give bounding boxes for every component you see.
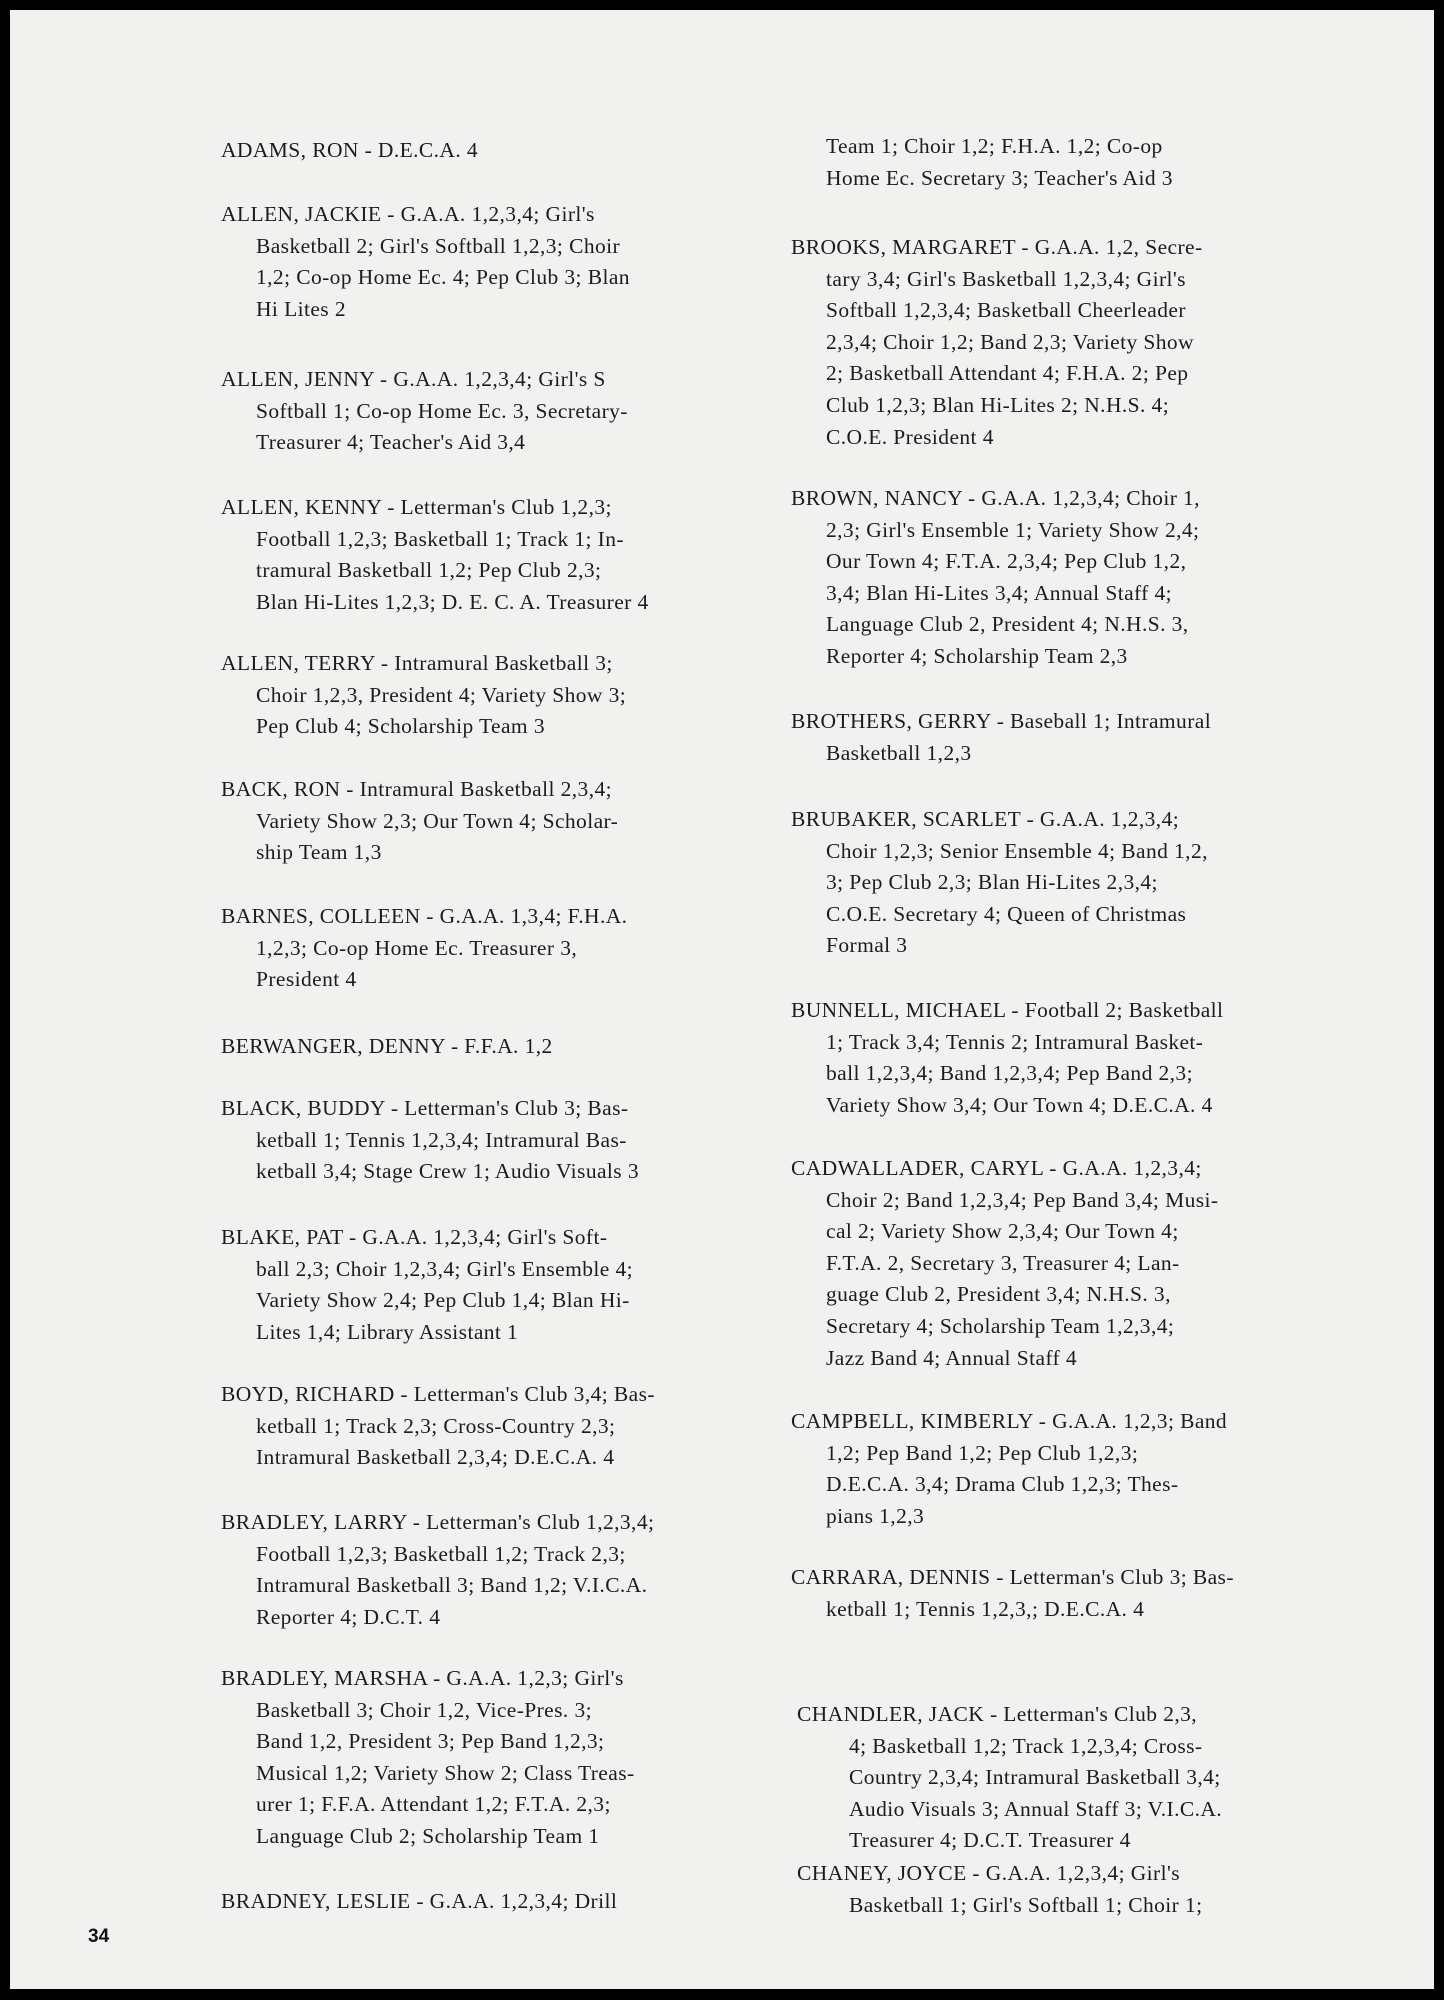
- entry-continuation-line: Pep Club 4; Scholarship Team 3: [256, 714, 545, 739]
- entry-continuation-line: 1; Track 3,4; Tennis 2; Intramural Basket-: [826, 1029, 1204, 1054]
- entry-first-line: ALLEN, KENNY - Letterman's Club 1,2,3;: [221, 495, 612, 519]
- entry-first-line: BARNES, COLLEEN - G.A.A. 1,3,4; F.H.A.: [221, 904, 628, 928]
- student-entry: [221, 1222, 633, 1348]
- entry-first-line: BROWN, NANCY - G.A.A. 1,2,3,4; Choir 1,: [791, 486, 1200, 510]
- entry-continuation-line: Choir 1,2,3, President 4; Variety Show 3;: [256, 682, 627, 707]
- student-entry: [791, 483, 1200, 673]
- page-number: 34: [88, 1926, 110, 1947]
- entry-continuation-line: urer 1; F.F.A. Attendant 1,2; F.T.A. 2,3;: [256, 1792, 611, 1817]
- entry-first-line: CADWALLADER, CARYL - G.A.A. 1,2,3,4;: [791, 1156, 1202, 1180]
- entry-continuation-line: Language Club 2, President 4; N.H.S. 3,: [826, 612, 1189, 637]
- entry-continuation-line: 3,4; Blan Hi-Lites 3,4; Annual Staff 4;: [826, 580, 1173, 605]
- entry-continuation-line: Choir 2; Band 1,2,3,4; Pep Band 3,4; Musi-: [826, 1187, 1219, 1212]
- entry-continuation-line: Secretary 4; Scholarship Team 1,2,3,4;: [826, 1313, 1175, 1338]
- entry-continuation-line: 1,2; Pep Band 1,2; Pep Club 1,2,3;: [826, 1440, 1139, 1465]
- student-entry: [791, 1153, 1218, 1374]
- entry-continuation-line: C.O.E. Secretary 4; Queen of Christmas: [826, 901, 1187, 926]
- entry-continuation-line: D.E.C.A. 3,4; Drama Club 1,2,3; Thes-: [826, 1472, 1179, 1497]
- entry-continuation-line: Intramural Basketball 3; Band 1,2; V.I.C.A.: [256, 1573, 648, 1598]
- student-entry: [791, 804, 1208, 962]
- entry-continuation-line: Intramural Basketball 2,3,4; D.E.C.A. 4: [256, 1445, 615, 1470]
- entry-continuation-line: ball 2,3; Choir 1,2,3,4; Girl's Ensemble 4;: [256, 1256, 633, 1281]
- entry-continuation-line: Football 1,2,3; Basketball 1,2; Track 2,3;: [256, 1541, 626, 1566]
- entry-first-line: BRADLEY, MARSHA - G.A.A. 1,2,3; Girl's: [221, 1666, 624, 1690]
- entry-continuation-line: 3; Pep Club 2,3; Blan Hi-Lites 2,3,4;: [826, 870, 1158, 895]
- entry-first-line: BROOKS, MARGARET - G.A.A. 1,2, Secre-: [791, 235, 1203, 259]
- entry-continuation-line: 2; Basketball Attendant 4; F.H.A. 2; Pep: [826, 361, 1189, 386]
- entry-continuation-line: Audio Visuals 3; Annual Staff 3; V.I.C.A.: [849, 1796, 1223, 1821]
- entry-first-line: ALLEN, JENNY - G.A.A. 1,2,3,4; Girl's S: [221, 367, 606, 391]
- student-entry: [221, 1093, 639, 1188]
- student-entry: [221, 1507, 654, 1633]
- entry-continuation-line: Treasurer 4; Teacher's Aid 3,4: [256, 430, 526, 455]
- entry-continuation-line: F.T.A. 2, Secretary 3, Treasurer 4; Lan-: [826, 1250, 1180, 1275]
- entry-continuation-line: Blan Hi-Lites 1,2,3; D. E. C. A. Treasurer 4: [256, 589, 649, 614]
- entry-first-line: BRADNEY, LESLIE - G.A.A. 1,2,3,4; Drill: [221, 1889, 618, 1913]
- student-entry: [791, 131, 1173, 194]
- entry-continuation-line: ketball 3,4; Stage Crew 1; Audio Visuals 3: [256, 1159, 639, 1184]
- entry-continuation-line: cal 2; Variety Show 2,3,4; Our Town 4;: [826, 1219, 1179, 1244]
- entry-first-line: BOYD, RICHARD - Letterman's Club 3,4; Bas-: [221, 1382, 655, 1406]
- entry-continuation-line: ball 1,2,3,4; Band 1,2,3,4; Pep Band 2,3;: [826, 1061, 1193, 1086]
- student-entry: [791, 995, 1223, 1121]
- entry-first-line: CAMPBELL, KIMBERLY - G.A.A. 1,2,3; Band: [791, 1409, 1228, 1433]
- student-entry: [221, 1379, 655, 1474]
- entry-continuation-line: Treasurer 4; D.C.T. Treasurer 4: [849, 1828, 1131, 1853]
- entry-first-line: CHANDLER, JACK - Letterman's Club 2,3,: [797, 1702, 1198, 1726]
- entry-continuation-line: 4; Basketball 1,2; Track 1,2,3,4; Cross-: [849, 1733, 1203, 1758]
- student-entry: [221, 648, 626, 743]
- entry-continuation-line: Variety Show 2,4; Pep Club 1,4; Blan Hi-: [256, 1288, 630, 1313]
- student-entry: [791, 232, 1203, 453]
- entry-first-line: CARRARA, DENNIS - Letterman's Club 3; Bas-: [791, 1565, 1234, 1589]
- entry-first-line: BRADLEY, LARRY - Letterman's Club 1,2,3,4;: [221, 1510, 655, 1534]
- entry-continuation-line: Choir 1,2,3; Senior Ensemble 4; Band 1,2,: [826, 838, 1208, 863]
- student-entry: [791, 1406, 1227, 1532]
- entry-continuation-line: Hi Lites 2: [256, 296, 346, 321]
- student-entry: [797, 1858, 1203, 1921]
- entry-continuation-line: Basketball 1,2,3: [826, 740, 972, 765]
- student-entry: [221, 1031, 553, 1063]
- student-entry: [221, 1886, 617, 1918]
- entry-continuation-line: Formal 3: [826, 933, 908, 958]
- entry-continuation-line: tary 3,4; Girl's Basketball 1,2,3,4; Girl's: [826, 266, 1186, 291]
- entry-continuation-line: Language Club 2; Scholarship Team 1: [256, 1823, 600, 1848]
- entry-first-line: BUNNELL, MICHAEL - Football 2; Basketball: [791, 998, 1224, 1022]
- entry-first-line: BLAKE, PAT - G.A.A. 1,2,3,4; Girl's Soft-: [221, 1225, 608, 1249]
- entry-first-line: ALLEN, JACKIE - G.A.A. 1,2,3,4; Girl's: [221, 202, 595, 226]
- entry-continuation-line: Band 1,2, President 3; Pep Band 1,2,3;: [256, 1729, 605, 1754]
- student-entry: [221, 1663, 635, 1853]
- student-entry: [221, 901, 627, 996]
- entry-continuation-line: Our Town 4; F.T.A. 2,3,4; Pep Club 1,2,: [826, 549, 1187, 574]
- entry-continuation-line: 2,3,4; Choir 1,2; Band 2,3; Variety Show: [826, 329, 1194, 354]
- student-entry: [221, 492, 649, 618]
- entry-continuation-line: ketball 1; Tennis 1,2,3,4; Intramural Bas-: [256, 1127, 627, 1152]
- entry-first-line: ALLEN, TERRY - Intramural Basketball 3;: [221, 651, 613, 675]
- entry-continuation-line: pians 1,2,3: [826, 1503, 925, 1528]
- entry-continuation-line: C.O.E. President 4: [826, 424, 994, 449]
- entry-continuation-line: Country 2,3,4; Intramural Basketball 3,4;: [849, 1765, 1221, 1790]
- entry-first-line: BRUBAKER, SCARLET - G.A.A. 1,2,3,4;: [791, 807, 1180, 831]
- entry-first-line: BACK, RON - Intramural Basketball 2,3,4;: [221, 777, 613, 801]
- entry-continuation-line: Musical 1,2; Variety Show 2; Class Treas-: [256, 1760, 635, 1785]
- entry-continuation-line: Club 1,2,3; Blan Hi-Lites 2; N.H.S. 4;: [826, 392, 1170, 417]
- student-entry: [221, 774, 618, 869]
- entry-continuation-line: ketball 1; Track 2,3; Cross-Country 2,3;: [256, 1413, 616, 1438]
- entry-continuation-line: Variety Show 3,4; Our Town 4; D.E.C.A. 4: [826, 1092, 1213, 1117]
- entry-continuation-line: 2,3; Girl's Ensemble 1; Variety Show 2,4;: [826, 517, 1200, 542]
- entry-continuation-line: Softball 1; Co-op Home Ec. 3, Secretary-: [256, 398, 628, 423]
- yearbook-page: [10, 10, 1434, 1989]
- entry-continuation-line: guage Club 2, President 3,4; N.H.S. 3,: [826, 1282, 1171, 1307]
- entry-continuation-line: Jazz Band 4; Annual Staff 4: [826, 1345, 1078, 1370]
- entry-first-line: Team 1; Choir 1,2; F.H.A. 1,2; Co-op: [826, 134, 1163, 158]
- student-entry: [797, 1699, 1222, 1857]
- entry-continuation-line: Reporter 4; D.C.T. 4: [256, 1604, 441, 1629]
- student-entry: [221, 199, 630, 325]
- student-entry: [791, 706, 1211, 769]
- entry-first-line: BERWANGER, DENNY - F.F.A. 1,2: [221, 1034, 553, 1058]
- entry-continuation-line: Reporter 4; Scholarship Team 2,3: [826, 643, 1128, 668]
- student-entry: [221, 364, 628, 459]
- entry-continuation-line: Basketball 1; Girl's Softball 1; Choir 1;: [849, 1892, 1203, 1917]
- student-entry: [791, 1562, 1234, 1625]
- entry-continuation-line: Basketball 2; Girl's Softball 1,2,3; Choir: [256, 233, 621, 258]
- entry-continuation-line: ship Team 1,3: [256, 840, 382, 865]
- entry-continuation-line: Football 1,2,3; Basketball 1; Track 1; In-: [256, 526, 624, 551]
- entry-continuation-line: Home Ec. Secretary 3; Teacher's Aid 3: [826, 165, 1173, 190]
- entry-continuation-line: ketball 1; Tennis 1,2,3,; D.E.C.A. 4: [826, 1596, 1145, 1621]
- entry-continuation-line: Softball 1,2,3,4; Basketball Cheerleader: [826, 298, 1186, 323]
- entry-first-line: BROTHERS, GERRY - Baseball 1; Intramural: [791, 709, 1212, 733]
- student-entry: [221, 135, 478, 167]
- entry-first-line: ADAMS, RON - D.E.C.A. 4: [221, 138, 479, 162]
- entry-continuation-line: President 4: [256, 967, 357, 992]
- entry-continuation-line: Lites 1,4; Library Assistant 1: [256, 1319, 519, 1344]
- entry-continuation-line: 1,2; Co-op Home Ec. 4; Pep Club 3; Blan: [256, 265, 630, 290]
- entry-first-line: CHANEY, JOYCE - G.A.A. 1,2,3,4; Girl's: [797, 1861, 1180, 1885]
- entry-continuation-line: tramural Basketball 1,2; Pep Club 2,3;: [256, 558, 602, 583]
- entry-continuation-line: Variety Show 2,3; Our Town 4; Scholar-: [256, 808, 619, 833]
- entry-first-line: BLACK, BUDDY - Letterman's Club 3; Bas-: [221, 1096, 629, 1120]
- entry-continuation-line: 1,2,3; Co-op Home Ec. Treasurer 3,: [256, 935, 578, 960]
- entry-continuation-line: Basketball 3; Choir 1,2, Vice-Pres. 3;: [256, 1697, 592, 1722]
